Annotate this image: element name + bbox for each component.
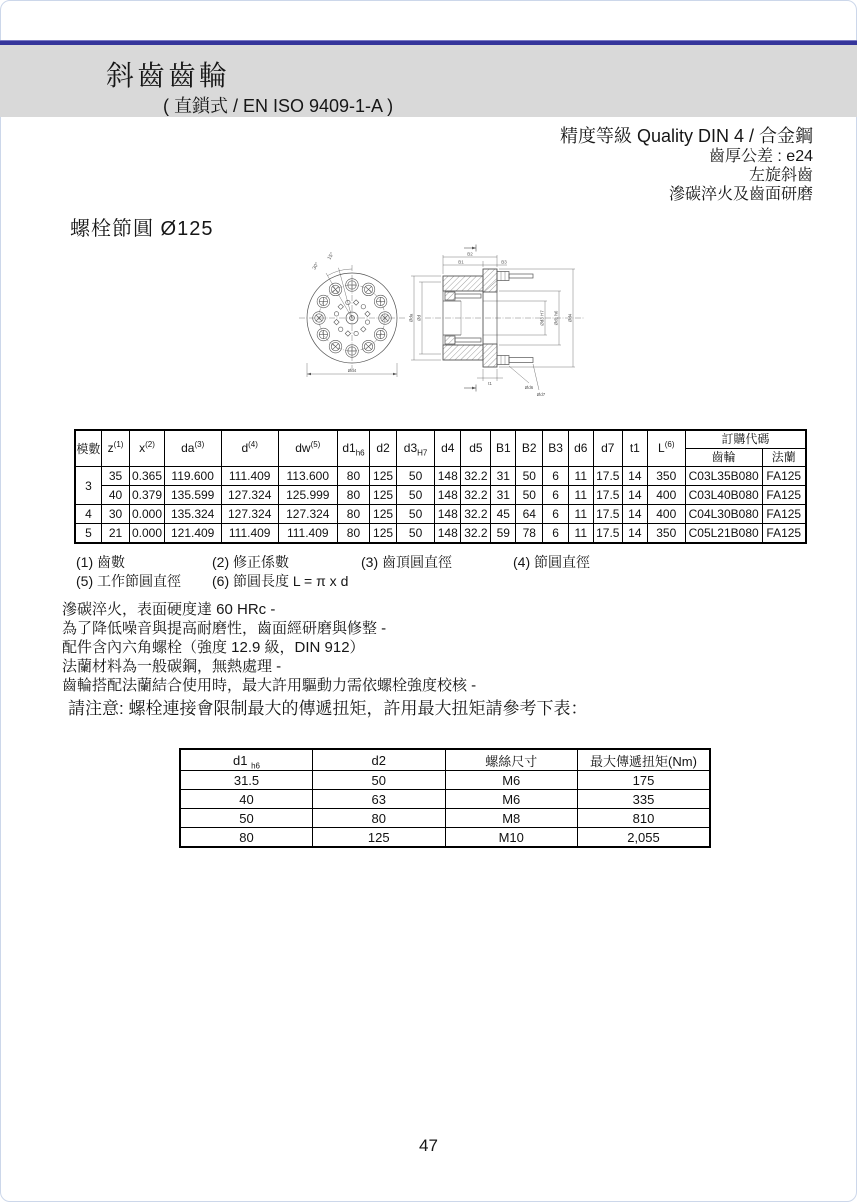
dim-od3-label: Ød3 H7 [539,310,545,326]
dim-b2-label: B2 [467,251,473,257]
col-d7: d7 [593,430,622,467]
dim-oda-label: Øda [408,313,414,323]
torque-notice: 請注意: 螺栓連接會限制最大的傳遞扭矩，許用最大扭矩請參考下表： [68,699,588,718]
col-L: $L^{(6)}$ [647,430,685,467]
col-B3: B3 [543,430,569,467]
angle-15-label: 15° [326,251,336,261]
page-subtitle: ( 直鎖式 / EN ISO 9409-1-A ) [163,96,394,116]
col-z: $z^{(1)}$ [101,430,130,467]
table-row: 4 30 0.000 135.324 127.324 127.324 80 125 50 148 32.2 45 64 6 11 17.5 14 400 C04L30B080 FA125 [75,505,806,524]
col-x: $x^{(2)}$ [130,430,164,467]
footnote-3: (3) 齒頂圓直徑 [361,554,453,570]
table-row: 3 35 0.365 119.600 111.409 113.600 80 125 50 148 32.2 31 50 6 11 17.5 14 350 C03L35B080 FA125 [75,467,806,486]
spec-hardening: 滲碳淬火及齒面研磨 [668,186,813,203]
col-B2: B2 [516,430,543,467]
col-module: 模數 [75,430,101,467]
torque-col-d2: d2 [313,749,446,771]
page-title: 斜齒齒輪 [106,60,231,91]
col-d6: d6 [568,430,593,467]
torque-col-max-torque: 最大傳遞扭矩(Nm) [578,749,711,771]
module-value: 5 [75,524,101,544]
col-d5: d5 [461,430,491,467]
footnote-6: (6) 節圓長度 L = π x d [212,573,349,589]
footnote-2: (2) 修正係數 [212,554,290,570]
dim-b3-label: B3 [501,259,507,265]
technical-drawing [283,243,593,428]
dim-od6-label: Ød6 [524,385,534,390]
dim-t1-label: t1 [488,381,492,386]
side-view [409,245,586,398]
page-number: 47 [419,1136,438,1155]
front-view [299,251,405,377]
spec-tooth-tolerance: 齒厚公差 : e24 [708,148,813,165]
table-row: 40 0.379 135.599 127.324 125.999 80 125 50 148 32.2 31 50 6 11 17.5 14 400 C03L40B080 FA125 [75,486,806,505]
table-row: 50 80 M8 810 [180,809,710,828]
note-line: 滲碳淬火，表面硬度達 60 HRc - [62,601,276,618]
table-row: 5 21 0.000 121.409 111.409 111.409 80 125 50 148 32.2 59 78 6 11 17.5 14 350 C05L21B080 FA125 [75,524,806,544]
footnote-1: (1) 齒數 [76,554,126,570]
col-da: $da^{(3)}$ [164,430,221,467]
dim-od1-label: Ød1 h6 [553,310,559,326]
col-dw: $dw^{(5)}$ [278,430,337,467]
spec-block [560,126,813,204]
col-flange-code: 法蘭 [762,449,806,467]
note-line: 法蘭材料為一般碳鋼，無熱處理 - [62,658,282,675]
col-order-code: 訂購代碼 [685,430,806,449]
dim-od7-label: Ød7 [536,392,546,397]
torque-col-screw-size: 螺絲尺寸 [445,749,578,771]
dim-od4-label: Ød4 [567,313,573,323]
note-line: 齒輪搭配法蘭結合使用時，最大許用驅動力需依螺栓強度校核 - [62,677,477,694]
table-row: 31.5 50 M6 175 [180,771,710,790]
col-t1: t1 [622,430,647,467]
dim-b1-label: B1 [458,259,464,265]
table-header-row-1 [75,430,806,449]
footnotes [62,552,782,592]
front-diameter-label: Ød4 [347,368,357,373]
spec-helix: 左旋斜齒 [748,167,813,184]
angle-30-label: 30° [311,261,321,271]
table-row: 80 125 M10 2,055 [180,828,710,848]
spec-quality: 精度等級 Quality DIN 4 / 合金鋼 [559,126,813,146]
note-line: 配件含內六角螺栓（強度 12.9 級，DIN 912） [62,639,365,656]
col-d: $d^{(4)}$ [221,430,278,467]
notes-block [62,600,476,695]
gear-spec-table [74,429,807,544]
module-value: 3 [75,467,101,505]
col-B1: B1 [491,430,516,467]
torque-table [179,748,711,848]
dim-od-label: Ød [416,314,422,322]
footnote-4: (4) 節圓直徑 [513,554,591,570]
col-gear-code: 齒輪 [685,449,762,467]
torque-header-row [180,749,710,771]
bolt-circle-label: 螺栓節圓 Ø125 [70,218,214,240]
torque-col-d1: d1 $_{h6}$ [180,749,313,771]
module-value: 4 [75,505,101,524]
col-d2: d2 [370,430,397,467]
note-line: 為了降低噪音與提高耐磨性，齒面經研磨與修整 - [62,620,387,637]
table-row: 40 63 M6 335 [180,790,710,809]
col-d3: $d3_{H7}$ [397,430,435,467]
footnote-5: (5) 工作節圓直徑 [76,573,182,589]
col-d4: d4 [435,430,461,467]
col-d1: $d1_{h6}$ [337,430,369,467]
